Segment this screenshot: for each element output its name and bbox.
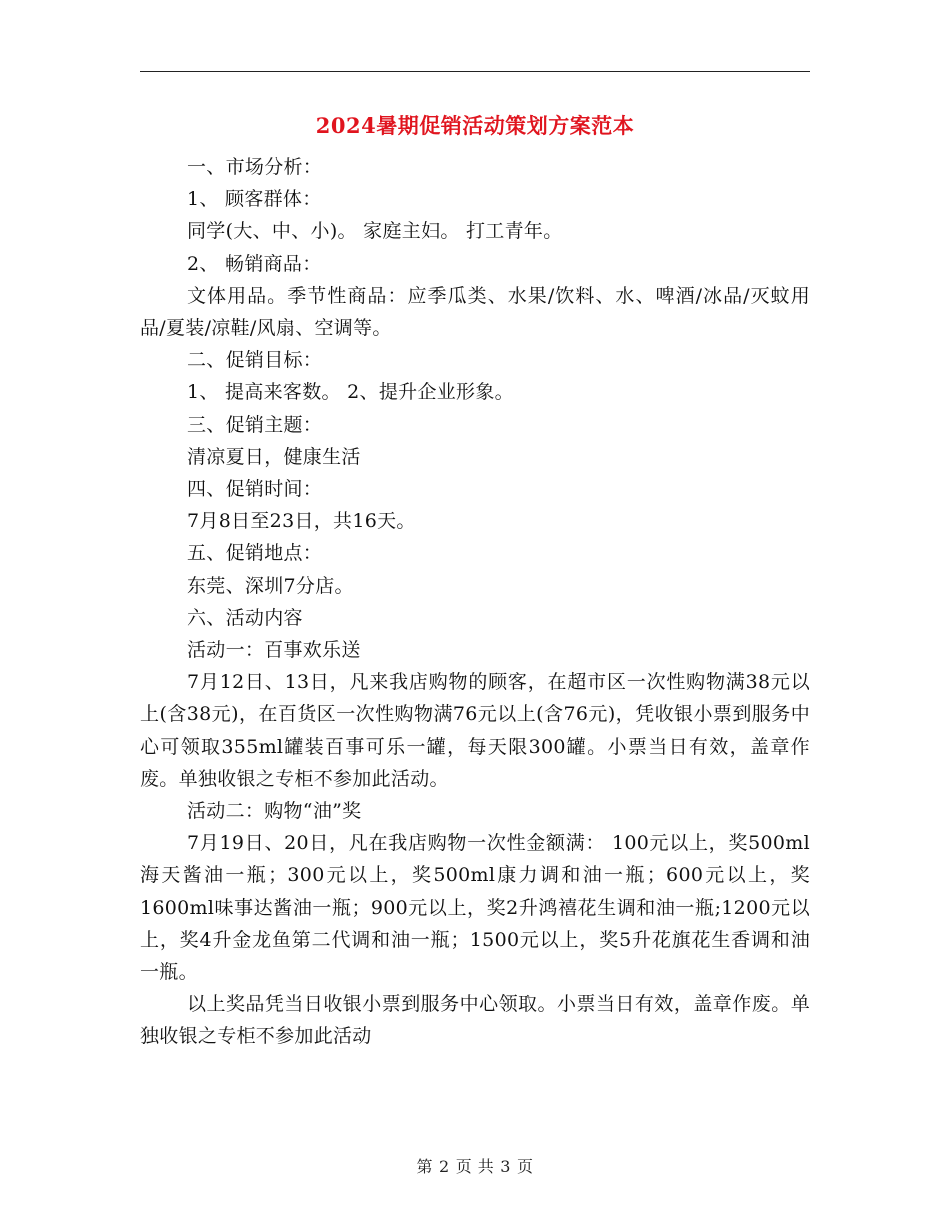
header-rule	[140, 71, 810, 72]
activity-one-details: 7月12日、13日，凡来我店购物的顾客，在超市区一次性购物满38元以上(含38元)，在百货区一次性购物满76元以上(含76元)，凭收银小票到服务中心可领取355ml罐装百事可乐一罐，每天限300罐。小票当日有效，盖章作废。单独收银之专柜不参加此活动。	[140, 671, 810, 790]
paragraph-customer-groups: 同学(大、中、小)。 家庭主妇。 打工青年。	[187, 220, 563, 243]
paragraph-promo-theme: 清凉夏日，健康生活	[187, 445, 361, 468]
document-title: 2024暑期促销活动策划方案范本	[315, 113, 635, 138]
subheading-customer-groups: 1、 顾客群体：	[187, 188, 322, 211]
section-heading-promo-theme: 三、促销主题：	[187, 413, 323, 436]
paragraph-best-sellers: 文体用品。季节性商品：应季瓜类、水果/饮料、水、啤酒/冰品/灭蚊用品/夏装/凉鞋/风扇、空调等。	[140, 284, 810, 340]
activity-two-heading: 活动二：购物“油”奖	[187, 800, 362, 823]
current-page-number: 2	[439, 1157, 450, 1176]
page-number-footer	[0, 1154, 950, 1177]
paragraph-promo-location: 东莞、深圳7分店。	[187, 574, 354, 597]
page-label-suffix: 页	[516, 1157, 534, 1176]
total-page-count: 3	[500, 1157, 511, 1176]
section-heading-market-analysis: 一、市场分析：	[187, 156, 323, 178]
section-heading-promo-goals: 二、促销目标：	[187, 349, 323, 372]
section-heading-promo-time: 四、促销时间：	[187, 478, 323, 501]
page-label-middle: 页 共	[455, 1157, 495, 1176]
section-heading-activities: 六、活动内容	[187, 606, 303, 629]
page-label-prefix: 第	[416, 1157, 434, 1176]
subheading-best-sellers: 2、 畅销商品：	[187, 252, 322, 275]
prize-redemption-note: 以上奖品凭当日收银小票到服务中心领取。小票当日有效，盖章作废。单独收银之专柜不参加此活动	[140, 993, 810, 1048]
activity-two-details: 7月19日、20日，凡在我店购物一次性金额满： 100元以上，奖500ml海天酱油一瓶；300元以上，奖500ml康力调和油一瓶；600元以上，奖1600ml味事达酱油一瓶；900元以上，奖2升鸿禧花生调和油一瓶;1200元以上，奖4升金龙鱼第二代调和油一瓶；1500元以上，奖5升花旗花生香调和油一瓶。	[140, 832, 810, 984]
activity-one-heading: 活动一：百事欢乐送	[187, 639, 361, 662]
paragraph-promo-time: 7月8日至23日，共16天。	[187, 510, 416, 533]
section-heading-promo-location: 五、促销地点：	[187, 542, 323, 565]
document-body	[140, 151, 810, 1053]
paragraph-promo-goals: 1、 提高来客数。 2、提升企业形象。	[187, 381, 514, 404]
